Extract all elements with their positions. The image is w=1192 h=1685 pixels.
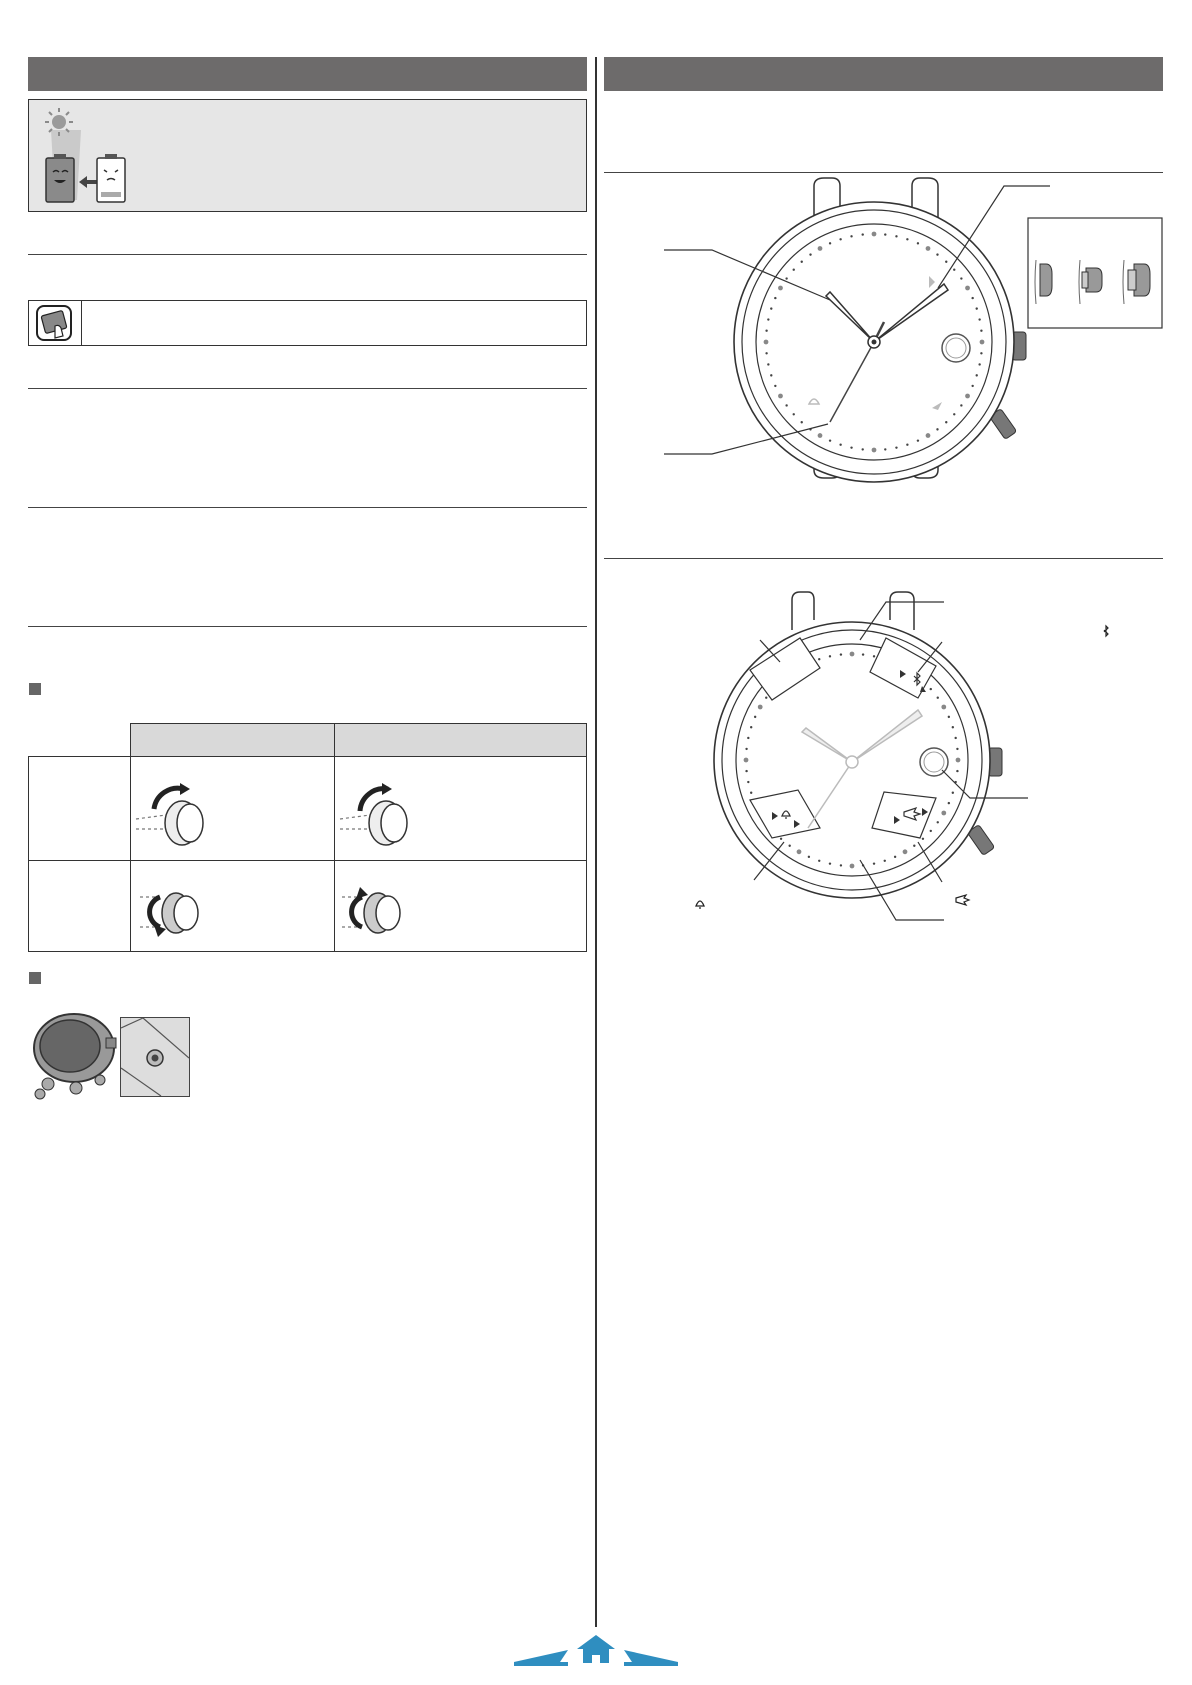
table-header-col2 xyxy=(334,723,587,757)
arrow-left-icon xyxy=(79,176,97,188)
crown-pull-ccw-icon xyxy=(338,877,418,947)
charging-illustration xyxy=(29,100,149,210)
left-divider-2 xyxy=(28,388,587,389)
battery-low-icon xyxy=(97,154,125,202)
home-icon[interactable] xyxy=(577,1635,615,1663)
crown-pull-cw-icon xyxy=(136,877,216,947)
column-divider xyxy=(595,57,597,1627)
touch-screen-icon xyxy=(35,304,75,344)
reset-button-icon xyxy=(121,1018,189,1096)
airplane-icon xyxy=(956,895,969,905)
table-header-col1 xyxy=(130,723,335,757)
table-body xyxy=(28,756,587,952)
crown-rotate-ccw-icon xyxy=(336,779,426,849)
bluetooth-icon xyxy=(1104,626,1108,636)
left-divider-3 xyxy=(28,507,587,508)
charging-info-panel xyxy=(28,99,587,212)
crown-operation-table xyxy=(28,723,587,952)
left-divider-4 xyxy=(28,626,587,627)
left-divider-1 xyxy=(28,254,587,255)
crown-rotate-cw-icon xyxy=(132,779,222,849)
bell-icon xyxy=(696,901,704,908)
right-divider-2 xyxy=(604,558,1163,559)
section-marker-reset xyxy=(29,972,41,984)
prev-arrow-icon[interactable] xyxy=(514,1644,568,1668)
watch-indicator-diagram xyxy=(604,580,1164,930)
watch-hands-diagram xyxy=(604,172,1164,532)
next-arrow-icon[interactable] xyxy=(624,1644,678,1668)
battery-charged-icon xyxy=(46,154,74,202)
section-marker-crown xyxy=(29,683,41,695)
watch-side-icon xyxy=(26,1008,116,1098)
right-section-header xyxy=(604,57,1163,91)
left-section-header xyxy=(28,57,587,91)
reset-button-zoom xyxy=(120,1017,190,1097)
touch-note-box xyxy=(28,300,587,346)
